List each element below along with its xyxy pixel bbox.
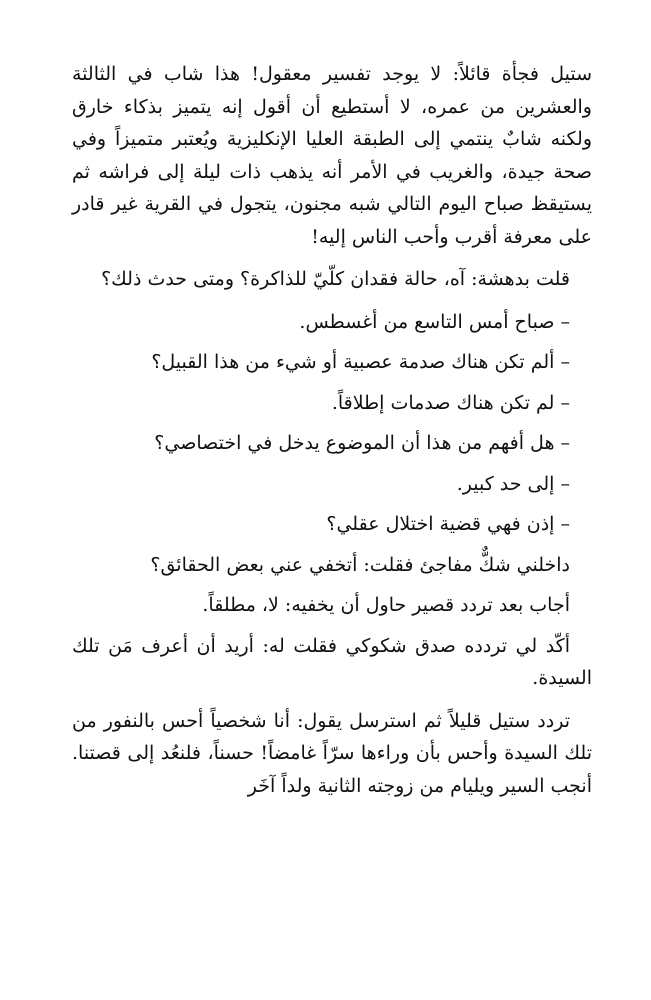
book-page	[72, 58, 592, 988]
paragraph-sudden-doubt: داخلني شكٌّ مفاجئ فقلت: أتخفي عني بعض الحقائق؟	[150, 553, 570, 576]
paragraph-who-is-lady: أكّد لي تردده صدق شكوكي فقلت له: أريد أن أعرف مَن تلك السيدة.	[72, 634, 592, 689]
paragraph-short-hesitation: أجاب بعد تردد قصير حاول أن يخفيه: لا، مطلقاً.	[202, 594, 570, 616]
dialogue-line-mental-disorder: – إذن فهي قضية اختلال عقلي؟	[326, 513, 570, 535]
dialogue-line-shock-question: – ألم تكن هناك صدمة عصبية أو شيء من هذا القبيل؟	[151, 351, 570, 373]
paragraph-steel-explains: ستيل فجأة قائلاً: لا يوجد تفسير معقول! هذا شاب في الثالثة والعشرين من عمره، لا أستطيع أن أقول إنه يتميز بذكاء خارق ولكنه شابٌ ينتمي إلى الطبقة العليا الإنكليزية ويُعتبر متميزاً وفي صحة جيدة، والغريب في الأمر أنه يذهب ذات ليلة إلى فراشه ثم يستيقظ صباح اليوم التالي شبه مجنون، يتجول في القرية غير قادر على معرفة أقرب وأحب الناس إليه!	[72, 63, 592, 248]
dialogue-line-specialty-question: – هل أفهم من هذا أن الموضوع يدخل في اختصاصي؟	[154, 432, 570, 454]
paragraph-amnesia-question: قلت بدهشة: آه، حالة فقدان كلّيّ للذاكرة؟ ومتى حدث ذلك؟	[101, 268, 570, 290]
dialogue-line-large-extent: – إلى حد كبير.	[456, 472, 570, 495]
dialogue-line-date: – صباح أمس التاسع من أغسطس.	[299, 310, 570, 333]
paragraph-steel-continues: تردد ستيل قليلاً ثم استرسل يقول: أنا شخصياً أحس بالنفور من تلك السيدة وأحس بأن وراءها سرّاً غامضاً! حسناً، فلنعُد إلى قصتنا. أنجب السير ويليام من زوجته الثانية ولداً آخَر	[72, 709, 592, 797]
dialogue-line-no-shocks: – لم تكن هناك صدمات إطلاقاً.	[331, 391, 570, 414]
